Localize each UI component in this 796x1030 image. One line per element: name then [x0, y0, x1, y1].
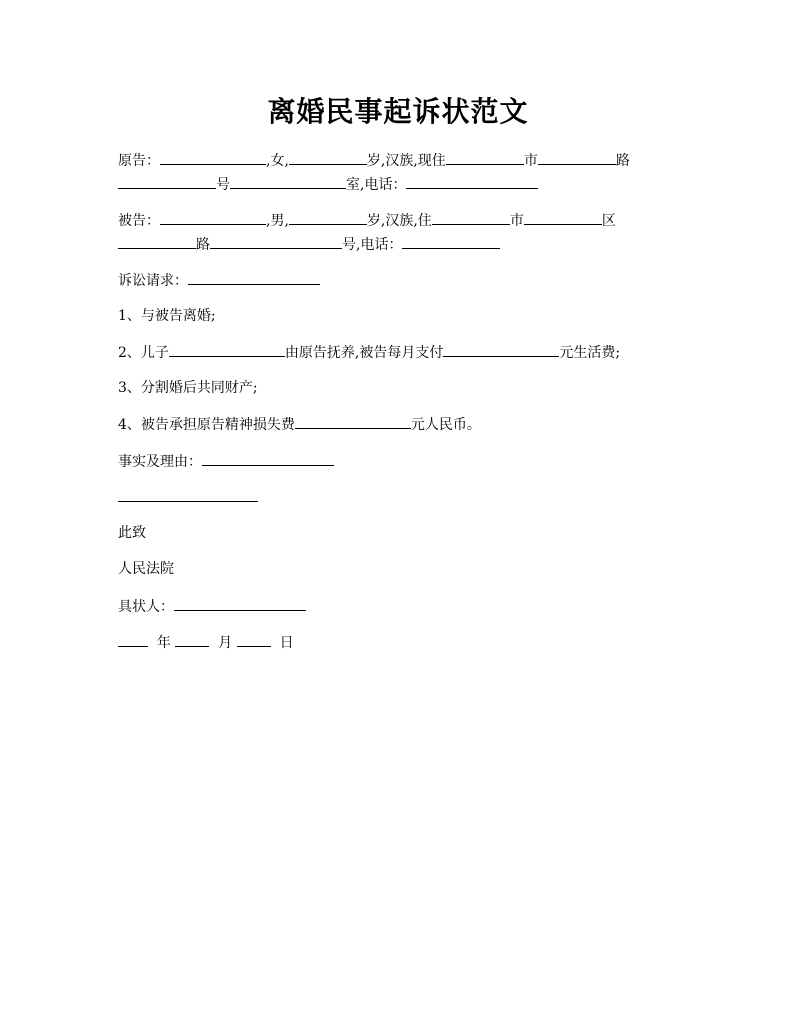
claim-2-amount-blank[interactable]: [443, 340, 559, 357]
defendant-line-1: [118, 208, 678, 233]
plaintiff-city-text: 市: [523, 153, 538, 169]
date-month-blank[interactable]: [175, 630, 209, 647]
defendant-age-blank[interactable]: [289, 208, 367, 225]
claims-blank[interactable]: [188, 268, 320, 285]
claims-label: 诉讼请求：: [118, 273, 188, 289]
claim-2-child-blank[interactable]: [169, 340, 285, 357]
defendant-name-blank[interactable]: [160, 208, 266, 225]
plaintiff-room-text: 室,电话：: [346, 177, 407, 193]
court-name: 人民法院: [118, 561, 174, 577]
facts-continuation-blank[interactable]: [118, 485, 258, 502]
signer-blank[interactable]: [174, 594, 306, 611]
document-title: 离婚民事起诉状范文: [267, 95, 529, 128]
plaintiff-age-text: 岁,汉族,现住: [366, 153, 446, 169]
defendant-city-blank[interactable]: [432, 208, 510, 225]
defendant-district-text: 区: [601, 213, 616, 229]
claim-4-amount-blank[interactable]: [295, 412, 411, 429]
claim-4-prefix: 4、被告承担原告精神损失费: [118, 417, 295, 433]
claim-2: [118, 340, 678, 365]
claim-1: 1、与被告离婚;: [118, 308, 216, 324]
claim-3: 3、分割婚后共同财产;: [118, 380, 258, 396]
plaintiff-line-1: [118, 148, 678, 173]
defendant-number-blank[interactable]: [210, 232, 342, 249]
claim-2-suffix: 元生活费;: [559, 345, 621, 361]
date-line: [118, 630, 678, 655]
defendant-age-text: 岁,汉族,住: [366, 213, 432, 229]
plaintiff-gender: ,女,: [266, 153, 289, 169]
claim-2-prefix: 2、儿子: [118, 345, 169, 361]
plaintiff-line-2: [118, 172, 678, 197]
plaintiff-road-text: 路: [615, 153, 630, 169]
date-day-blank[interactable]: [237, 630, 271, 647]
defendant-district-blank[interactable]: [524, 208, 602, 225]
plaintiff-phone-blank[interactable]: [406, 172, 538, 189]
facts-line: [118, 449, 678, 474]
defendant-gender: ,男,: [266, 213, 289, 229]
defendant-city-text: 市: [509, 213, 524, 229]
facts-blank[interactable]: [202, 449, 334, 466]
facts-label: 事实及理由：: [118, 454, 202, 470]
signer-label: 具状人：: [118, 599, 174, 615]
plaintiff-label: 原告：: [118, 153, 160, 169]
plaintiff-room-blank[interactable]: [230, 172, 346, 189]
facts-continuation-line: [118, 485, 678, 510]
date-year-blank[interactable]: [118, 630, 148, 647]
plaintiff-name-blank[interactable]: [160, 148, 266, 165]
date-month-label: 月: [218, 635, 233, 651]
plaintiff-road-blank[interactable]: [538, 148, 616, 165]
defendant-road-text: 路: [196, 237, 210, 253]
plaintiff-city-blank[interactable]: [446, 148, 524, 165]
date-year-label: 年: [156, 635, 171, 651]
claims-line: [118, 268, 678, 293]
date-day-label: 日: [279, 635, 294, 651]
claim-4: [118, 412, 678, 437]
defendant-phone-blank[interactable]: [402, 232, 500, 249]
defendant-phone-text: 号,电话：: [342, 237, 403, 253]
signer-line: [118, 594, 678, 619]
defendant-road-blank[interactable]: [118, 232, 196, 249]
claim-2-middle: 由原告抚养,被告每月支付: [284, 345, 444, 361]
closing-text: 此致: [118, 525, 146, 541]
plaintiff-number-blank[interactable]: [118, 172, 216, 189]
defendant-label: 被告：: [118, 213, 160, 229]
defendant-line-2: [118, 232, 678, 257]
plaintiff-number-text: 号: [216, 177, 230, 193]
plaintiff-age-blank[interactable]: [289, 148, 367, 165]
claim-4-suffix: 元人民币。: [410, 417, 481, 433]
